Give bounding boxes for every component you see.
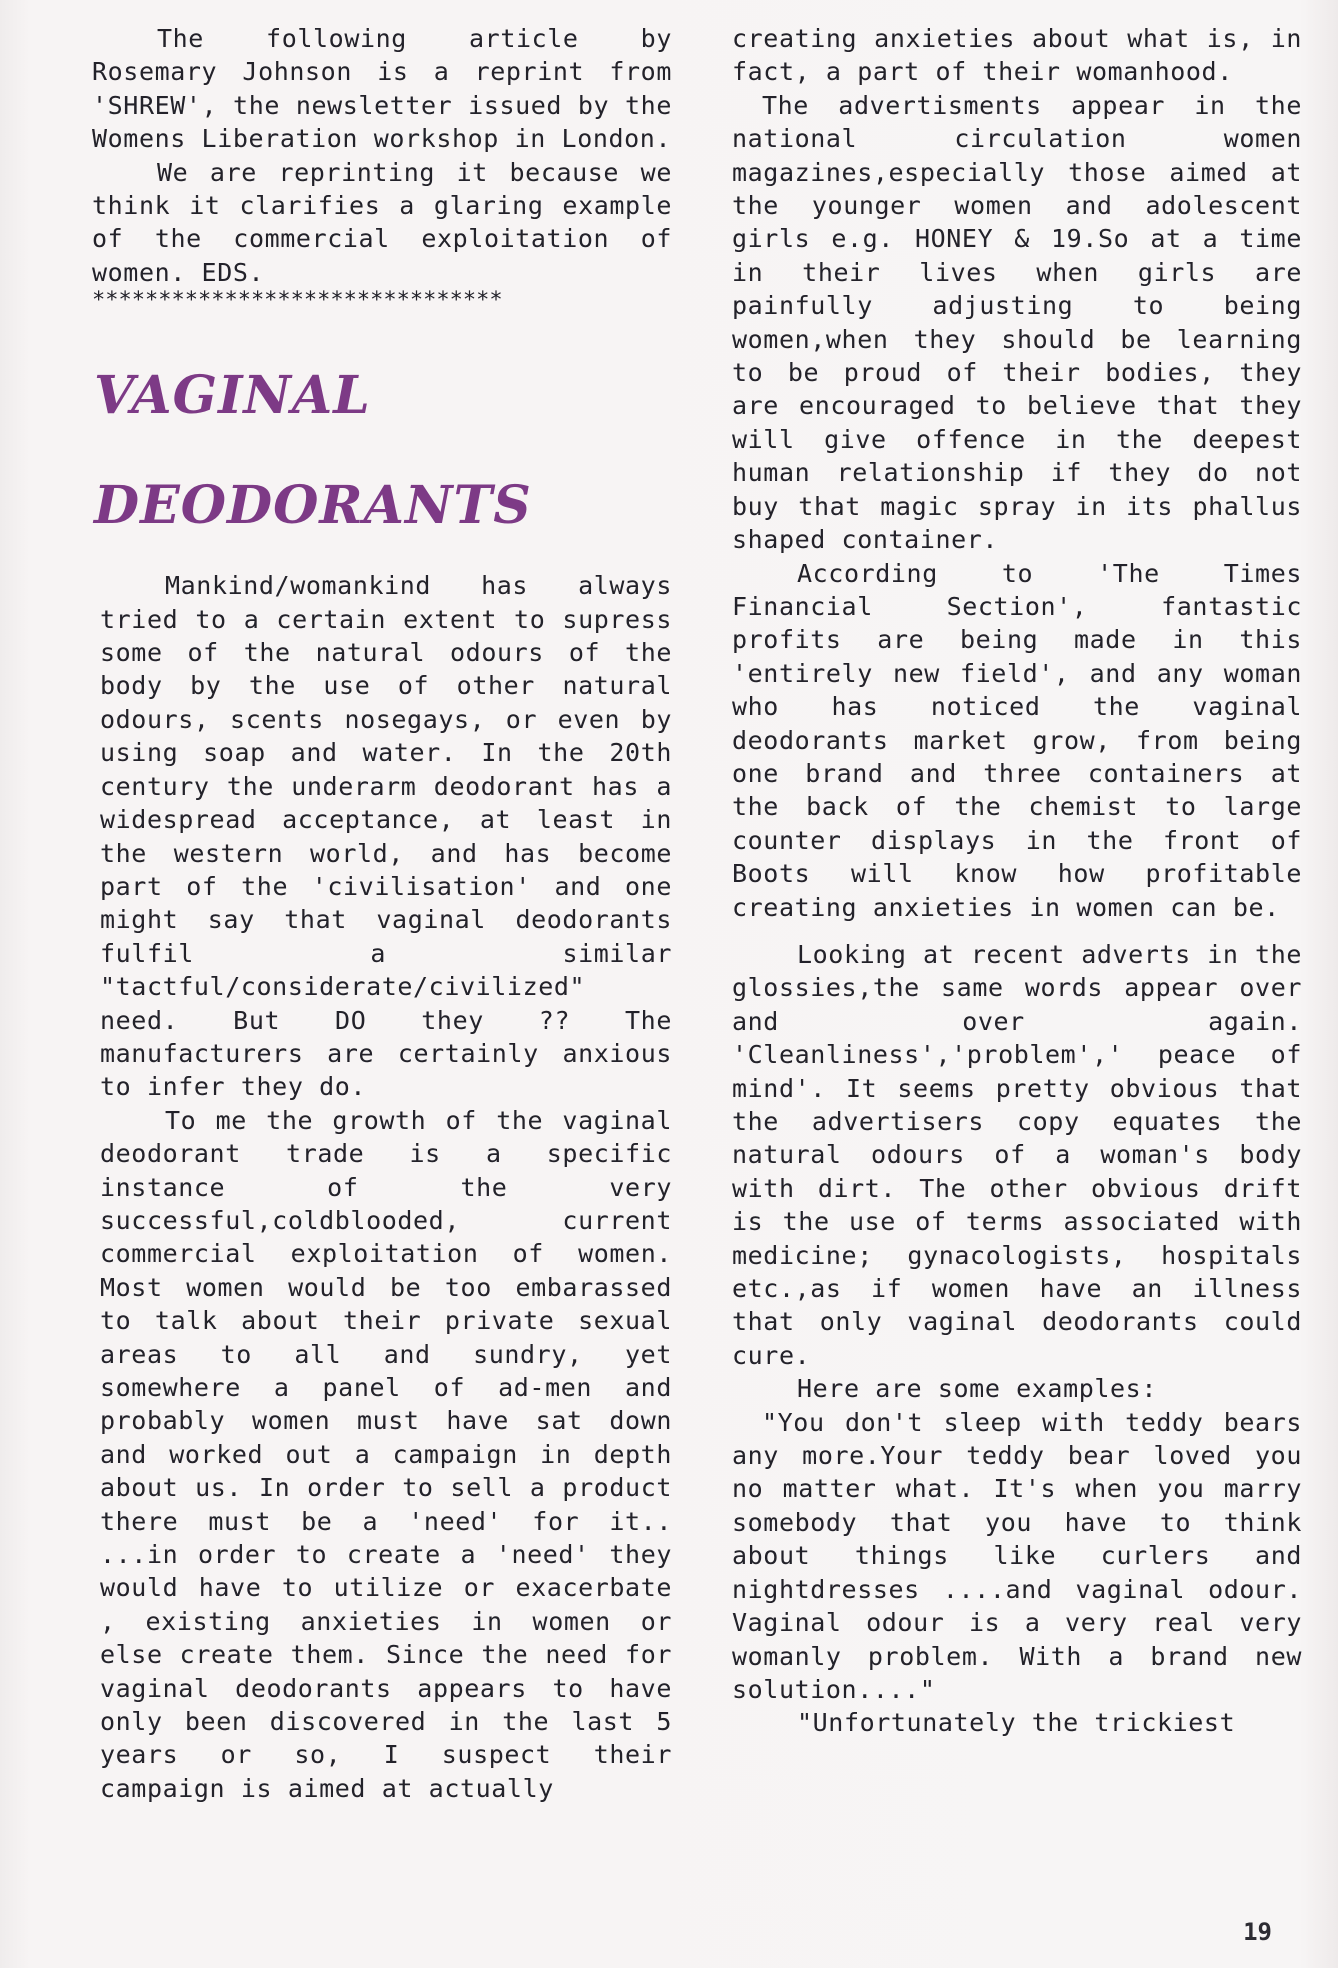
quote-paragraph: "You don't sleep with teddy bears any more.Your teddy bear loved you no matter what. It's when you marry somebody that you have to think about things like curlers and nightdresses ....and vaginal odour. Vaginal odour is a very real very womanly problem. With a brand new solution...." (732, 1407, 1302, 1704)
page-number: 19 (1243, 1918, 1272, 1946)
title-line: DEODORANTS (94, 475, 532, 537)
body-paragraph: Here are some examples: (797, 1374, 1157, 1404)
body-paragraph: According to 'The Times Financial Section', fantastic profits are being made in this 'entirely new field', and any woman who has noticed the vaginal deodorants market grow, from being one brand and three containers at the back of the chemist to large counter displays in the front of Boots will know how profitable creating anxieties in women can be. (732, 558, 1302, 922)
left-column (92, 22, 672, 1805)
body-paragraph: The advertisments appear in the national circulation women magazines,especially those aimed at the younger women and adolescent girls e.g. HONEY & 19.So at a time in their lives when girls are painfully adjusting to being women,when they should be learning to be proud of their bodies, they are encouraged to believe that they will give offence in the deepest human relationship if they do not buy that magic spray in its phallus shaped container. (732, 90, 1302, 555)
article-body-left (100, 569, 672, 1805)
body-paragraph: Mankind/womankind has always tried to a certain extent to supress some of the natural odours of the body by the use of other natural odours, scents nosegays, or even by using soap and water. In the 20th century the underarm deodorant has a widespread acceptance, at least in the western world, and has become part of the 'civilisation' and one might say that vaginal deodorants fulfil a similar "tactful/considerate/civilized" need. But DO they ?? The manufacturers are certainly anxious to infer they do. (100, 571, 672, 1102)
quote-paragraph: "Unfortunately the trickiest (797, 1708, 1236, 1738)
intro-paragraph: We are reprinting it because we think it clarifies a glaring example of the commercial exploitation of women. EDS. (92, 157, 672, 287)
intro-paragraph: The following article by Rosemary Johnson is a reprint from 'SHREW', the newsletter issued by the Womens Liberation workshop in London. (92, 24, 672, 154)
body-paragraph: creating anxieties about what is, in fact, a part of their womanhood. (732, 24, 1302, 87)
title-line: VAGINAL (94, 365, 371, 427)
body-paragraph: To me the growth of the vaginal deodorant trade is a specific instance of the very successful,coldblooded, current commercial exploitation of women. Most women would be too embarassed to talk about their private sexual areas to all and sundry, yet somewhere a panel of ad-men and probably women must have sat down and worked out a campaign in depth about us. In order to sell a product there must be a 'need' for it.. ...in order to create a 'need' they would have to utilize or exacerbate , existing anxieties in women or else create them. Since the need for vaginal deodorants appears to have only been discovered in the last 5 years or so, I suspect their campaign is aimed at actually (100, 1105, 672, 1803)
body-paragraph: Looking at recent adverts in the glossies,the same words appear over and over again. 'Cleanliness','problem',' peace of mind'. It seems pretty obvious that the advertisers copy equates the natural odours of a woman's body with dirt. The other obvious drift is the use of terms associated with medicine; gynacologists, hospitals etc.,as if women have an illness that only vaginal deodorants could cure. (732, 939, 1302, 1370)
article-title (94, 341, 672, 561)
separator: ******************************* (92, 289, 503, 314)
right-column (732, 22, 1302, 1740)
editors-intro (92, 22, 672, 313)
